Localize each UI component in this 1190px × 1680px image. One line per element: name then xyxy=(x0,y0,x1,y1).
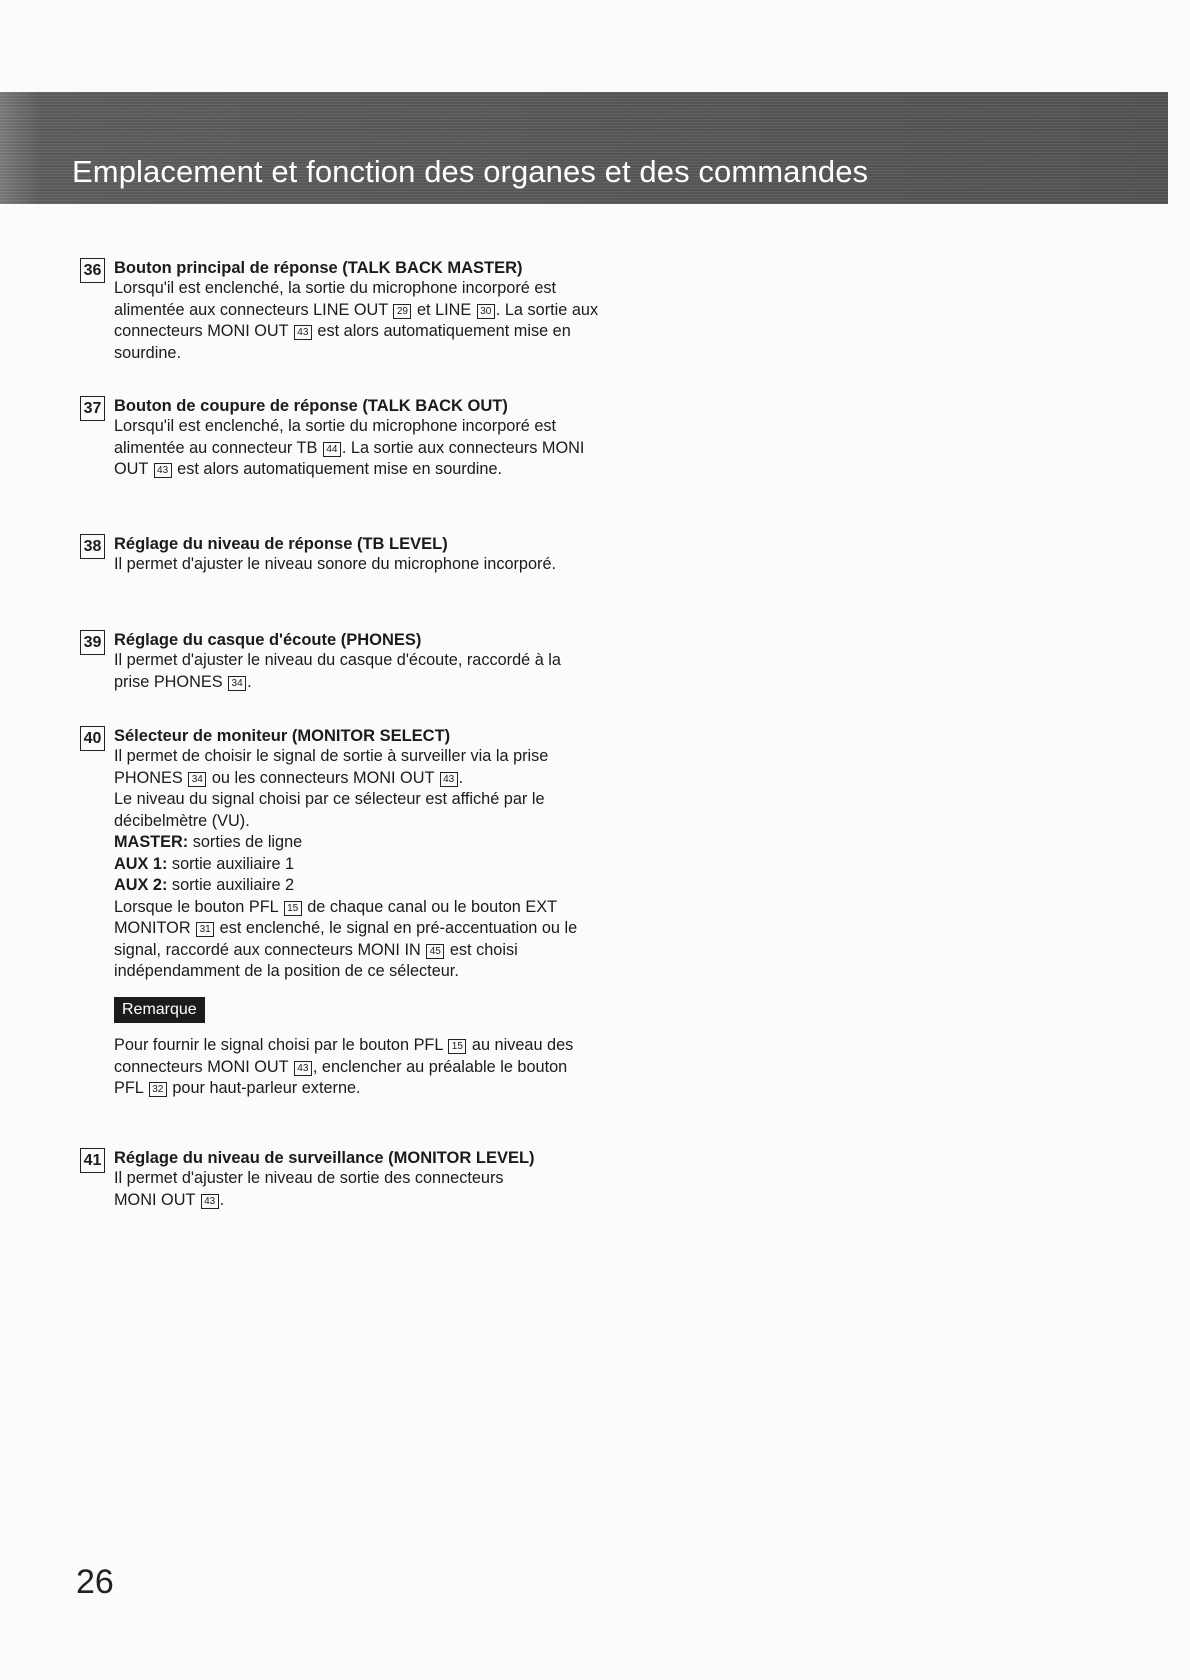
item-37 xyxy=(80,396,600,481)
ref-box: 43 xyxy=(440,772,458,787)
text: . La sortie aux connecteurs MONI OUT xyxy=(114,300,599,340)
option-text: sortie auxiliaire 1 xyxy=(171,854,295,873)
item-number: 37 xyxy=(80,396,105,421)
page-title: Emplacement et fonction des organes et des commandes xyxy=(72,154,869,189)
text: . xyxy=(247,672,252,691)
note-badge: Remarque xyxy=(114,997,205,1024)
item-41 xyxy=(80,1148,600,1211)
option-label: AUX 2: xyxy=(114,876,168,894)
ref-box: 34 xyxy=(188,772,206,787)
item-description xyxy=(114,1168,544,1211)
text: Il permet d'ajuster le niveau du casque d'écoute, raccordé à la prise PHONES xyxy=(114,651,561,691)
item-heading: Bouton principal de réponse (TALK BACK MASTER) xyxy=(114,259,523,277)
ref-box: 43 xyxy=(294,325,312,340)
option-label: AUX 1: xyxy=(114,854,168,873)
text: Pour fournir le signal choisi par le bouton PFL xyxy=(114,1036,443,1054)
ref-box: 31 xyxy=(196,922,214,937)
text: Il permet d'ajuster le niveau de sortie des connecteurs MONI OUT xyxy=(114,1169,504,1209)
text: est enclenché, le signal en pré-accentuation ou le signal, raccordé aux connecteurs MONI IN xyxy=(114,919,578,959)
option-aux1 xyxy=(114,854,600,876)
text: pour haut-parleur externe. xyxy=(172,1079,361,1097)
page-number: 26 xyxy=(76,1563,114,1601)
item-40 xyxy=(80,726,600,1100)
ref-box: 15 xyxy=(448,1039,466,1054)
ref-box: 30 xyxy=(477,304,495,319)
text: est alors automatiquement mise en sourdine. xyxy=(177,460,503,478)
note-text xyxy=(114,1035,600,1100)
ref-box: 29 xyxy=(393,304,411,319)
item-number: 38 xyxy=(80,534,105,559)
text: , enclencher au préalable le bouton PFL xyxy=(114,1057,568,1097)
option-label: MASTER: xyxy=(114,833,189,851)
text: et LINE xyxy=(416,300,472,319)
ref-box: 43 xyxy=(201,1194,219,1209)
item-description xyxy=(114,278,600,364)
ref-box: 44 xyxy=(323,442,341,457)
text: Il permet de choisir le signal de sortie à surveiller via la prise PHONES xyxy=(114,747,549,787)
text: est alors automatiquement mise en sourdine. xyxy=(114,322,571,362)
item-heading: Sélecteur de moniteur (MONITOR SELECT) xyxy=(114,727,451,745)
item-number: 40 xyxy=(80,726,105,751)
item-description xyxy=(114,650,600,693)
item-description: Il permet d'ajuster le niveau sonore du microphone incorporé. xyxy=(114,555,557,573)
option-master xyxy=(114,832,600,854)
text: Lorsqu'il est enclenché, la sortie du microphone incorporé est alimentée au connecteur TB xyxy=(114,417,557,457)
section-banner xyxy=(0,92,1168,204)
option-text: sortie auxiliaire 2 xyxy=(171,876,295,894)
text: Lorsque le bouton PFL xyxy=(114,897,279,916)
item-39 xyxy=(80,630,600,693)
item-description-vu: Le niveau du signal choisi par ce sélecteur est affiché par le décibelmètre (VU). xyxy=(114,790,545,830)
text: . La sortie aux connecteurs MONI OUT xyxy=(114,438,585,478)
item-number: 41 xyxy=(80,1148,105,1173)
text: est choisi indépendamment de la position de ce sélecteur. xyxy=(114,940,518,980)
ref-box: 43 xyxy=(294,1061,312,1076)
ref-box: 34 xyxy=(228,676,246,691)
text: Lorsqu'il est enclenché, la sortie du microphone incorporé est alimentée aux connecteurs LINE OUT xyxy=(114,279,557,319)
item-description xyxy=(114,416,600,481)
ref-box: 32 xyxy=(149,1082,167,1097)
option-aux2 xyxy=(114,875,600,897)
ref-box: 43 xyxy=(154,463,172,478)
item-description xyxy=(114,746,600,789)
text: de chaque canal ou le bouton EXT MONITOR xyxy=(114,897,557,937)
item-38 xyxy=(80,534,600,576)
ref-box: 45 xyxy=(426,944,444,959)
option-text: sorties de ligne xyxy=(192,833,303,851)
text: . xyxy=(219,1190,225,1209)
text: ou les connecteurs MONI OUT xyxy=(211,768,435,787)
text: . xyxy=(458,768,464,787)
text: au niveau des connecteurs MONI OUT xyxy=(114,1036,574,1076)
item-36 xyxy=(80,258,600,364)
item-heading: Réglage du niveau de surveillance (MONITOR LEVEL) xyxy=(114,1149,535,1167)
item-heading: Réglage du casque d'écoute (PHONES) xyxy=(114,631,422,649)
item-number: 39 xyxy=(80,630,105,655)
item-description-pfl xyxy=(114,897,600,983)
item-heading: Bouton de coupure de réponse (TALK BACK OUT) xyxy=(114,397,508,415)
item-number: 36 xyxy=(80,258,105,283)
item-heading: Réglage du niveau de réponse (TB LEVEL) xyxy=(114,535,448,553)
ref-box: 15 xyxy=(284,901,302,916)
